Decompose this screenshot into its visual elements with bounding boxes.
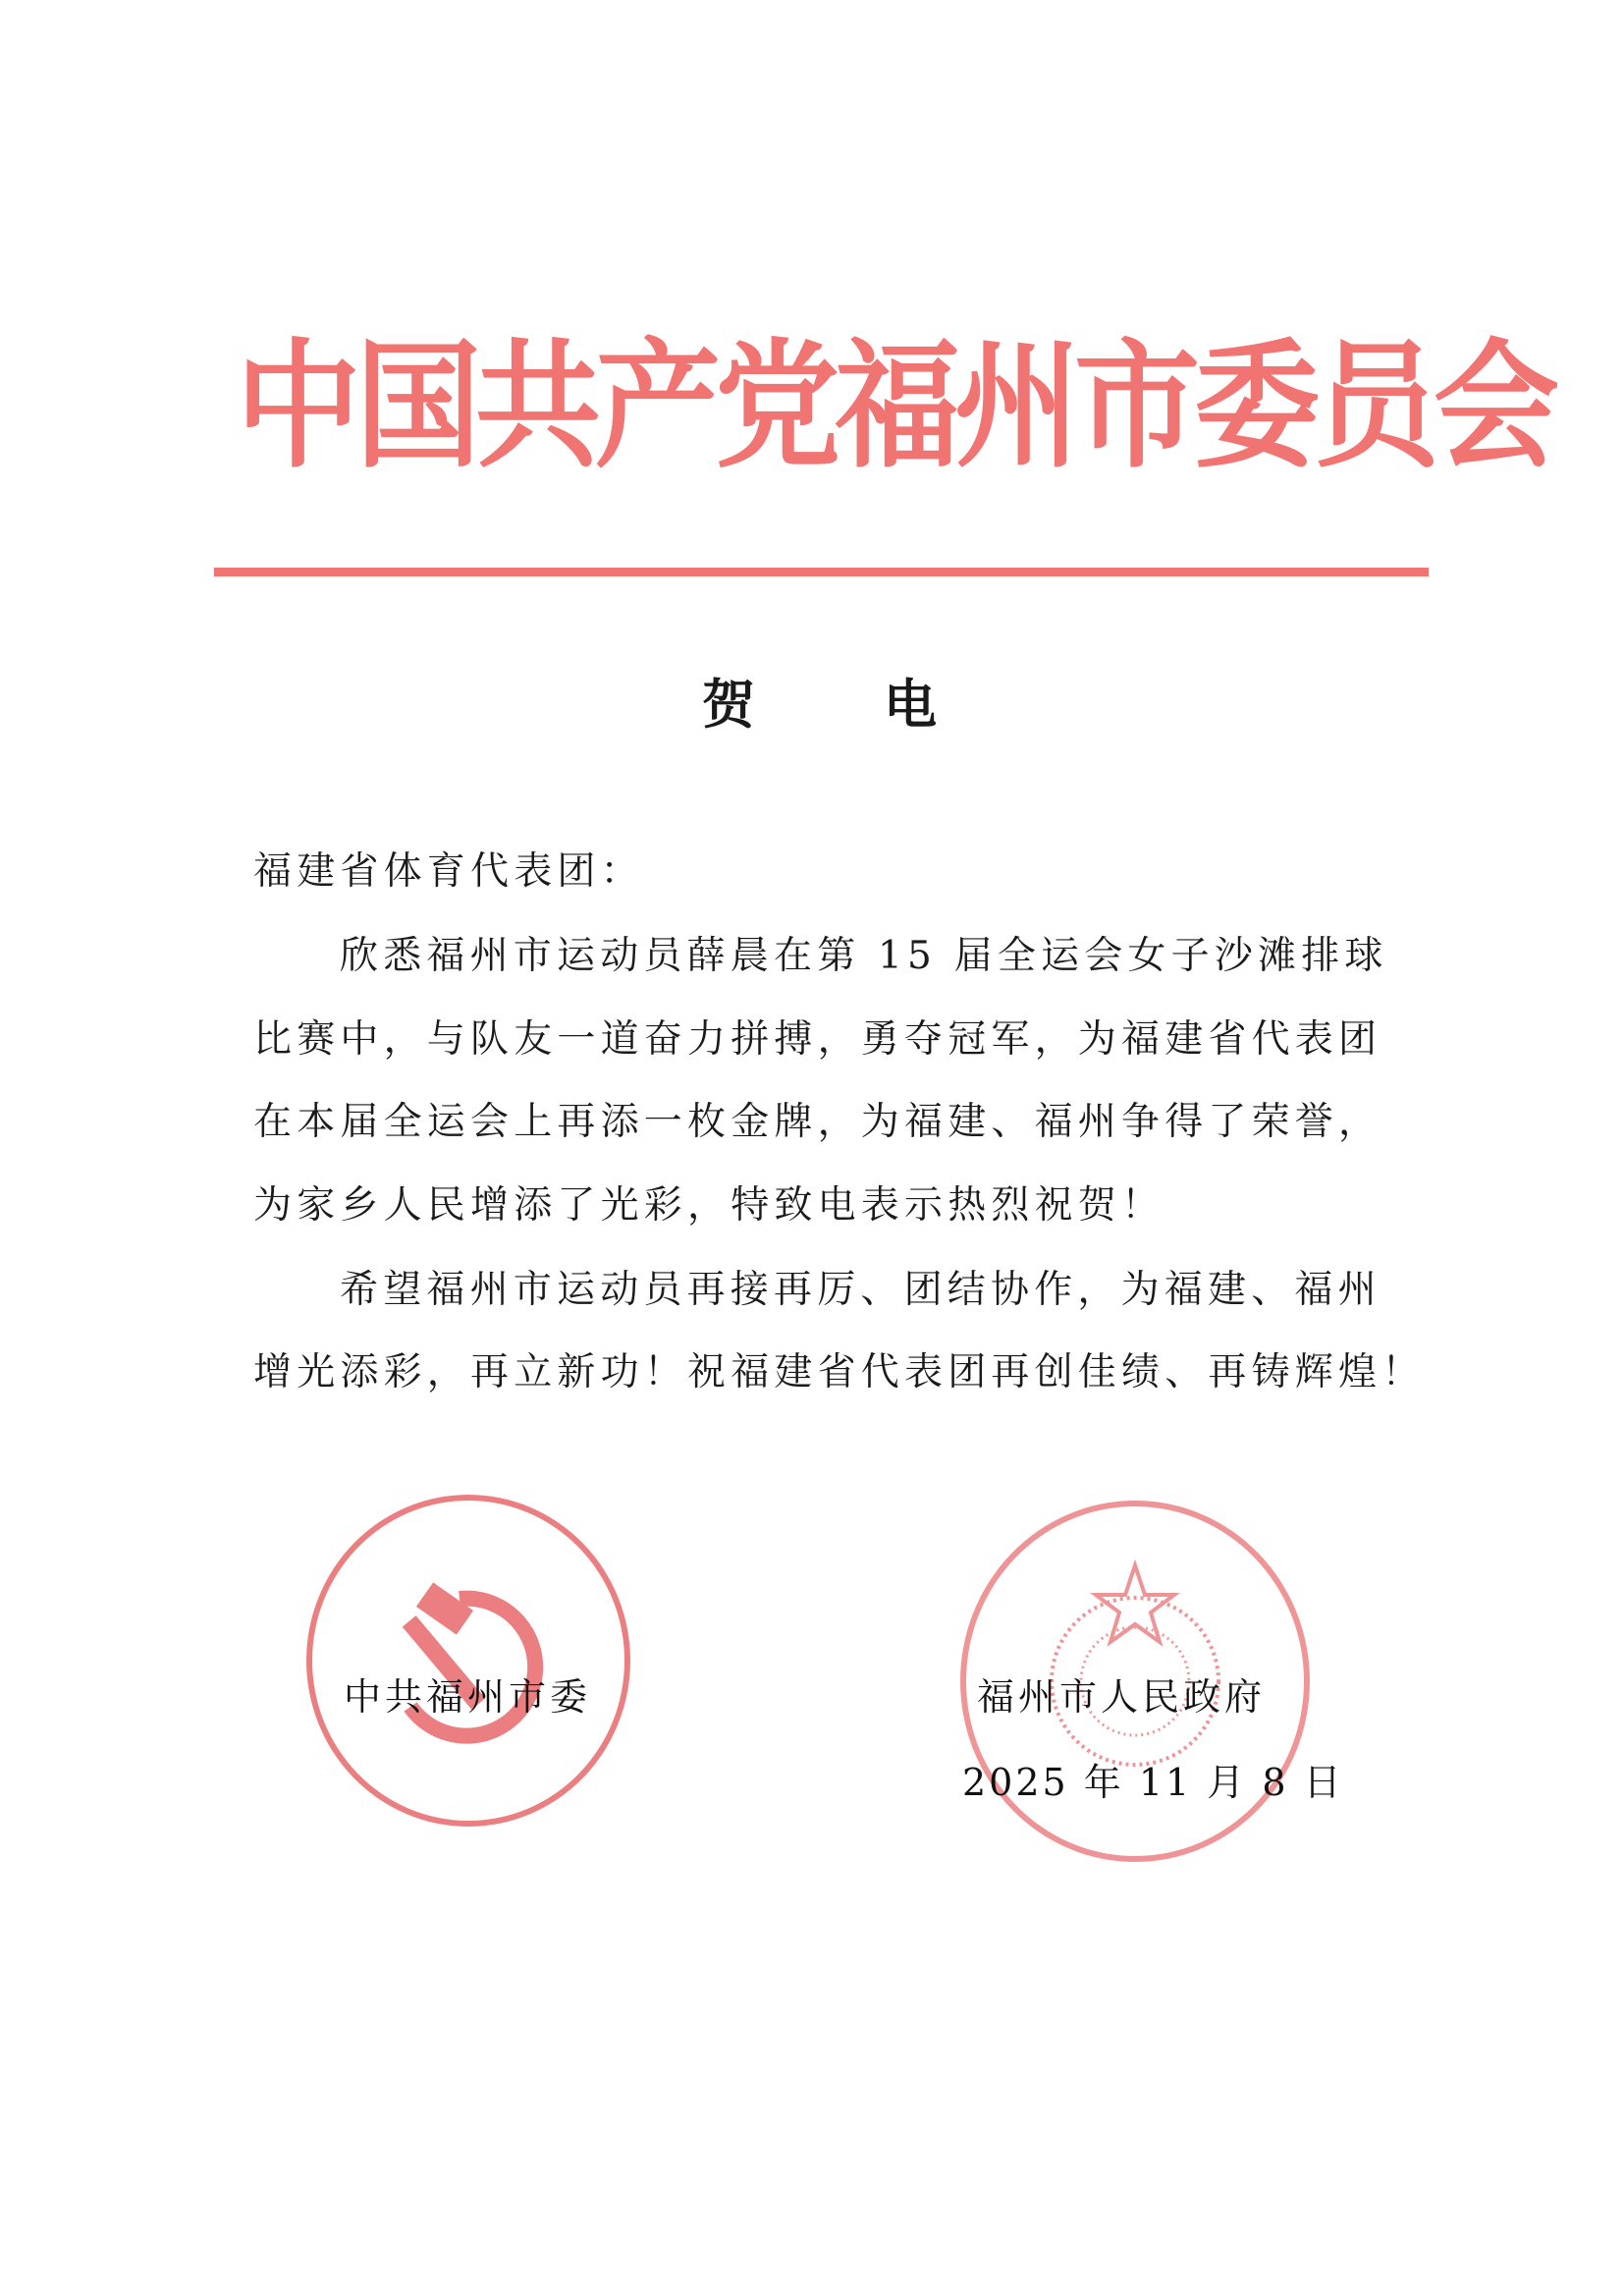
document-heading-he: 贺 bbox=[702, 673, 755, 736]
signature-date: 2025 年 11 月 8 日 bbox=[962, 1761, 1344, 1804]
document-heading-dian: 电 bbox=[884, 673, 937, 736]
letterhead-divider bbox=[214, 568, 1429, 576]
body-line: 欣悉福州市运动员薛晨在第 15 届全运会女子沙滩排球 bbox=[340, 934, 1388, 978]
signature-party-committee: 中共福州市委 bbox=[344, 1675, 592, 1719]
signature-government: 福州市人民政府 bbox=[977, 1675, 1267, 1719]
hammer-sickle-icon bbox=[312, 1501, 624, 1821]
body-line: 在本届全运会上再添一枚金牌，为福建、福州争得了荣誉， bbox=[253, 1100, 1382, 1144]
salutation: 福建省体育代表团： bbox=[253, 849, 644, 894]
party-committee-seal bbox=[306, 1495, 630, 1827]
body-line: 希望福州市运动员再接再厉、团结协作，为福建、福州 bbox=[340, 1268, 1381, 1312]
body-line: 增光添彩，再立新功！祝福建省代表团再创佳绩、再铸辉煌！ bbox=[253, 1350, 1426, 1394]
body-line: 比赛中，与队友一道奋力拼搏，勇夺冠军，为福建省代表团 bbox=[253, 1017, 1382, 1062]
body-line: 为家乡人民增添了光彩，特致电表示热烈祝贺！ bbox=[253, 1183, 1165, 1228]
letterhead-title: 中国共产党福州市委员会 bbox=[236, 326, 1554, 488]
